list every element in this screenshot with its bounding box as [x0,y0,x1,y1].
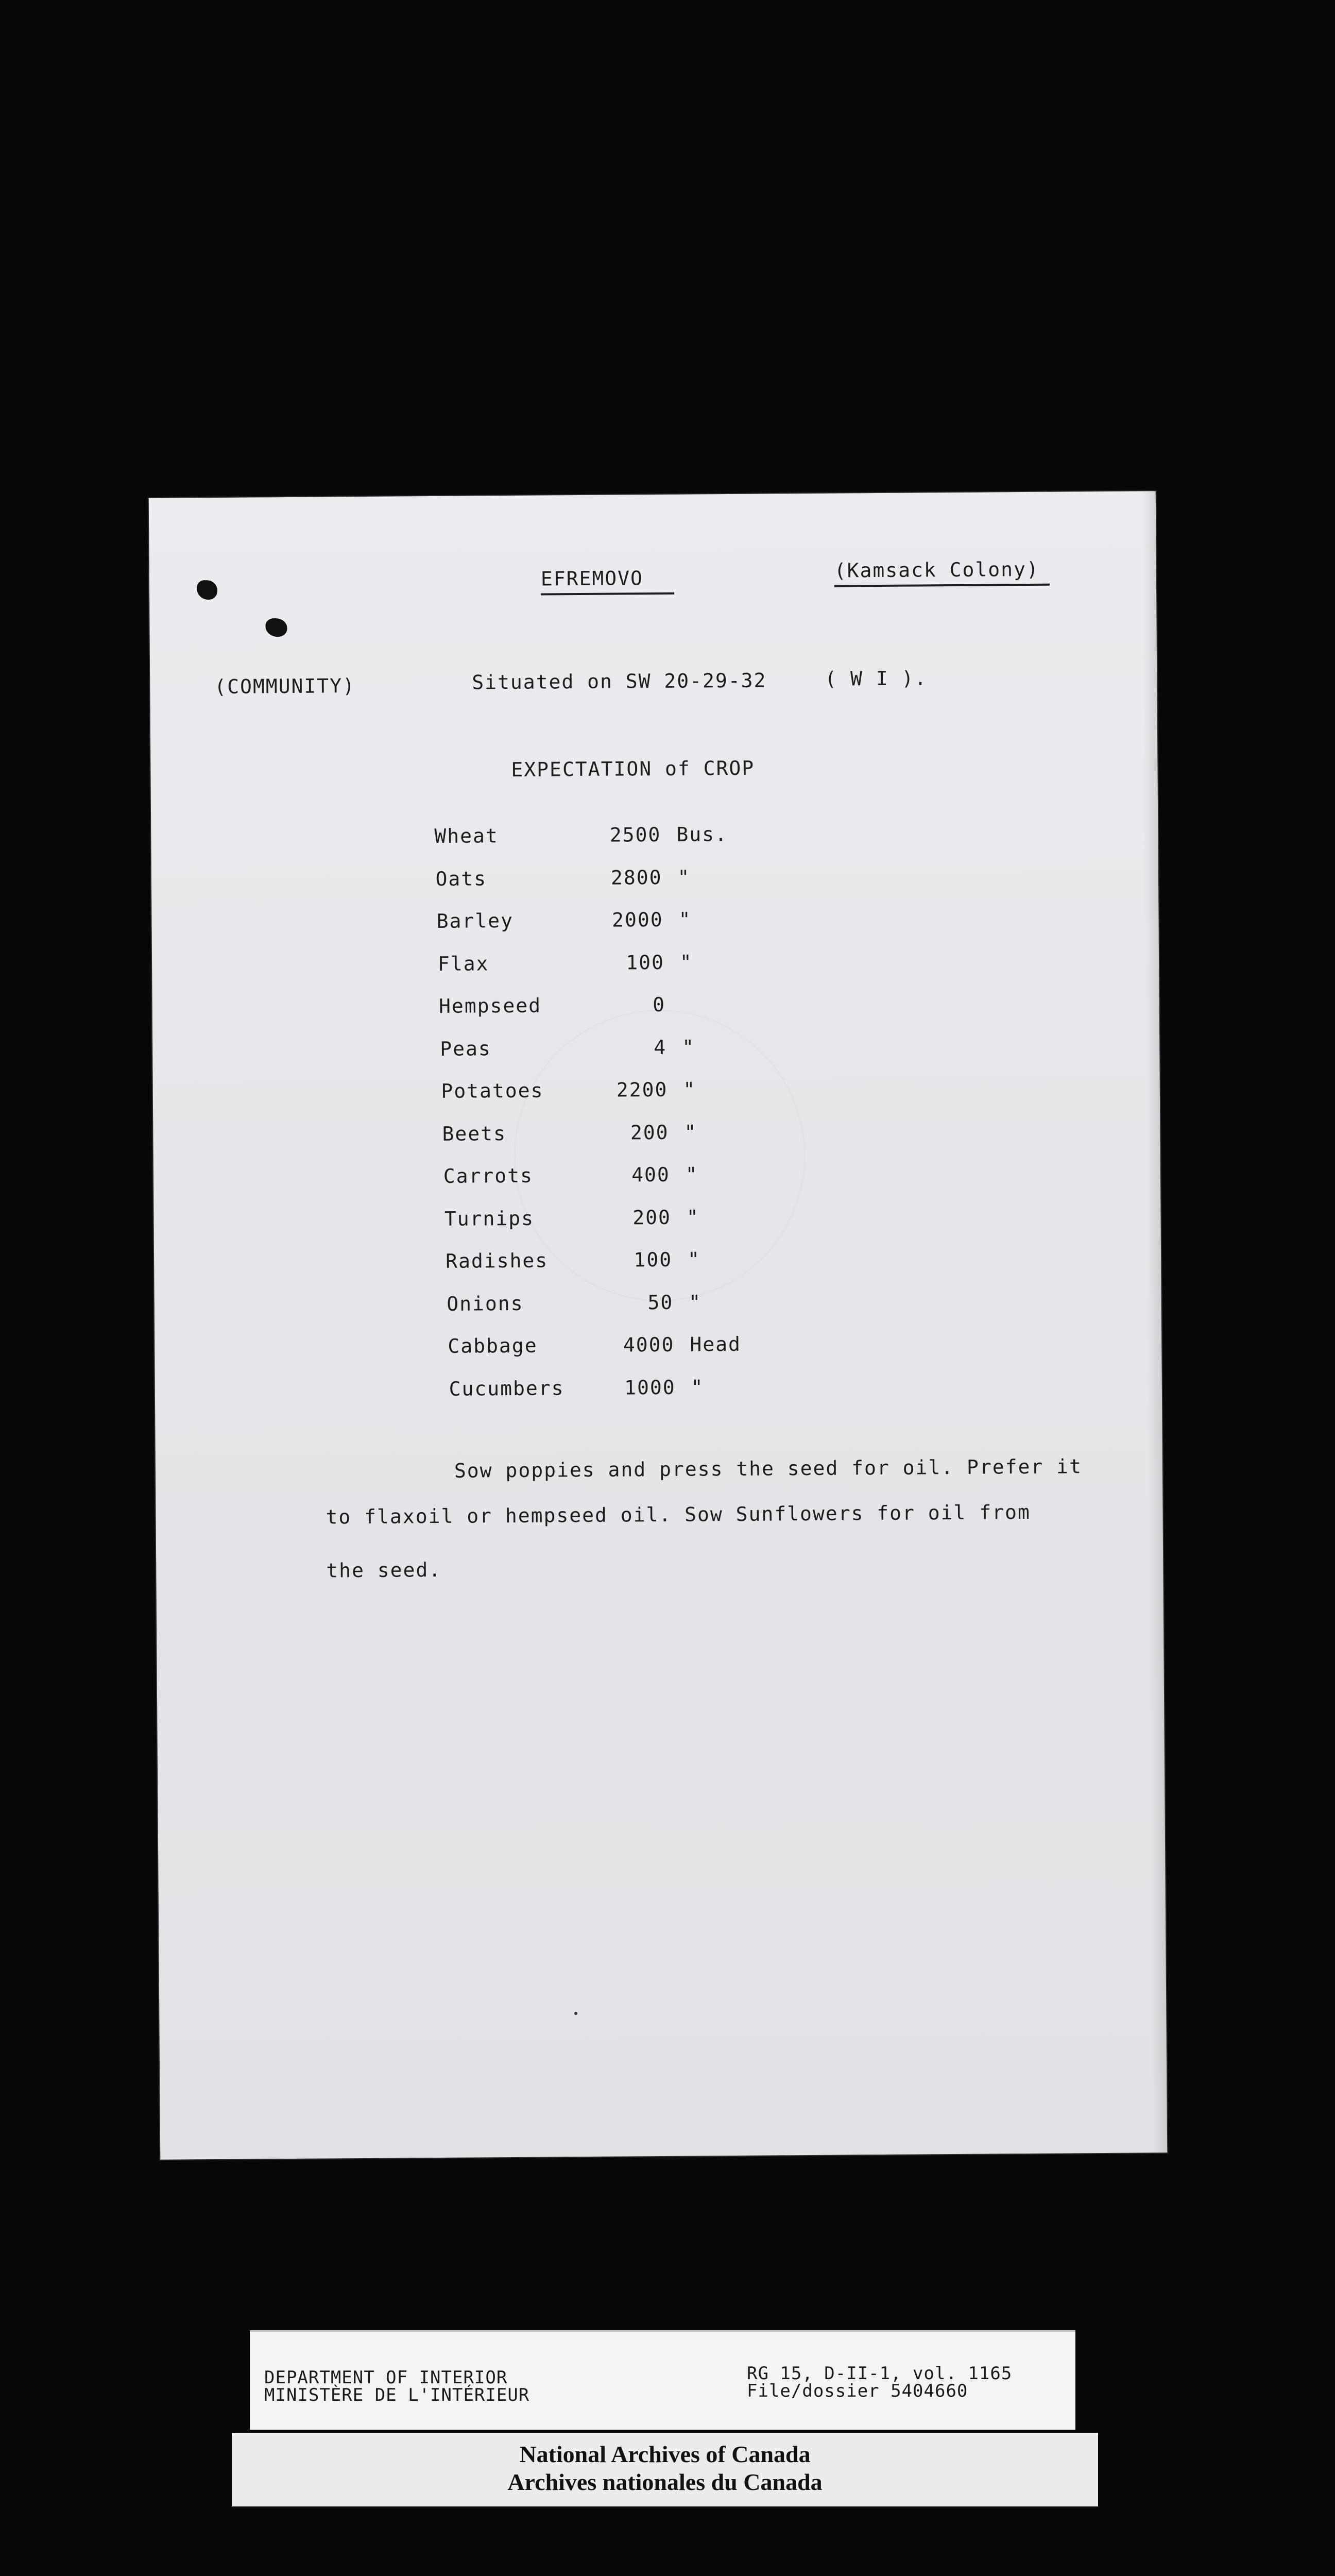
crop-name: Flax [437,952,489,975]
crop-name: Hempseed [438,994,542,1018]
crop-unit: " [687,1248,701,1271]
department-fr: MINISTÈRE DE L'INTÉRIEUR [264,2385,530,2405]
file-number: File/dossier 5404660 [747,2381,968,2401]
crop-unit: " [689,1290,702,1314]
colony-name: (Kamsack Colony) [834,558,1050,587]
table-heading: EXPECTATION of CROP [511,756,755,781]
crop-row [443,1162,855,1196]
crop-row [439,992,851,1026]
crop-name: Cabbage [448,1334,538,1358]
crop-quantity: 100 [634,1248,673,1272]
crop-unit: Head [690,1332,742,1356]
crop-quantity: 2000 [612,908,663,931]
crop-name: Potatoes [441,1079,544,1103]
crop-name: Beets [442,1122,507,1145]
crop-quantity: 400 [631,1163,670,1187]
ink-blot [197,580,217,600]
crop-row [441,1077,853,1111]
crop-unit: " [678,908,692,931]
crop-name: Carrots [443,1164,534,1188]
crop-row [446,1247,858,1281]
crop-name: Peas [440,1037,491,1060]
crop-name: Wheat [434,824,499,848]
crop-unit: Bus. [676,823,728,846]
archives-name-en: National Archives of Canada [519,2441,811,2467]
crop-quantity: 0 [653,993,666,1016]
crop-quantity: 1000 [624,1376,676,1399]
record-group-reference: RG 15, D-II-1, vol. 1165 [747,2363,1013,2384]
crop-row [435,865,847,899]
ink-blot [265,618,287,637]
crop-unit: " [686,1205,699,1229]
crop-unit: " [682,1035,695,1059]
crop-name: Turnips [444,1207,535,1230]
crop-quantity: 4 [654,1036,667,1059]
crop-quantity: 4000 [623,1333,675,1357]
meridian-text: ( W I ). [825,667,928,690]
crop-row [440,1035,852,1069]
crop-quantity: 200 [632,1206,672,1229]
national-archives-banner [232,2433,1098,2506]
crop-unit: " [691,1375,704,1399]
note-line: Sow poppies and press the seed for oil. Prefer it [454,1455,1083,1482]
archive-reference-label [250,2330,1075,2430]
settlement-name: EFREMOVO [541,567,674,596]
crop-quantity: 2200 [616,1078,668,1101]
crop-unit: " [683,1078,696,1101]
crop-name: Barley [436,909,514,933]
crop-name: Oats [435,867,487,890]
crop-row [442,1120,854,1154]
typed-document-page [149,491,1167,2160]
note-line: the seed. [326,1558,442,1582]
crop-unit: " [685,1163,698,1186]
department-en: DEPARTMENT OF INTERIOR [264,2367,508,2388]
crop-unit: " [677,866,691,889]
crop-name: Cucumbers [449,1376,564,1400]
crop-quantity: 50 [647,1291,674,1314]
crop-row [448,1332,860,1366]
crop-quantity: 200 [630,1121,669,1144]
crop-name: Radishes [445,1249,549,1273]
crop-name: Onions [447,1292,524,1315]
crop-row [434,822,846,856]
crop-unit: " [679,951,693,974]
crop-quantity: 2500 [609,823,661,846]
archives-name-fr: Archives nationales du Canada [507,2469,823,2495]
crop-quantity: 2800 [610,866,662,889]
crop-row [444,1205,857,1239]
crop-row [449,1375,861,1409]
crop-row [437,907,849,941]
crop-row [447,1290,859,1324]
crop-row [438,950,850,984]
note-line: to flaxoil or hempseed oil. Sow Sunflowers for oil from [326,1500,1031,1529]
crop-unit: " [684,1120,697,1144]
crop-quantity: 100 [626,951,665,974]
location-text: Situated on SW 20-29-32 [472,669,767,694]
community-label: (COMMUNITY) [214,674,356,698]
speck [574,2012,577,2015]
